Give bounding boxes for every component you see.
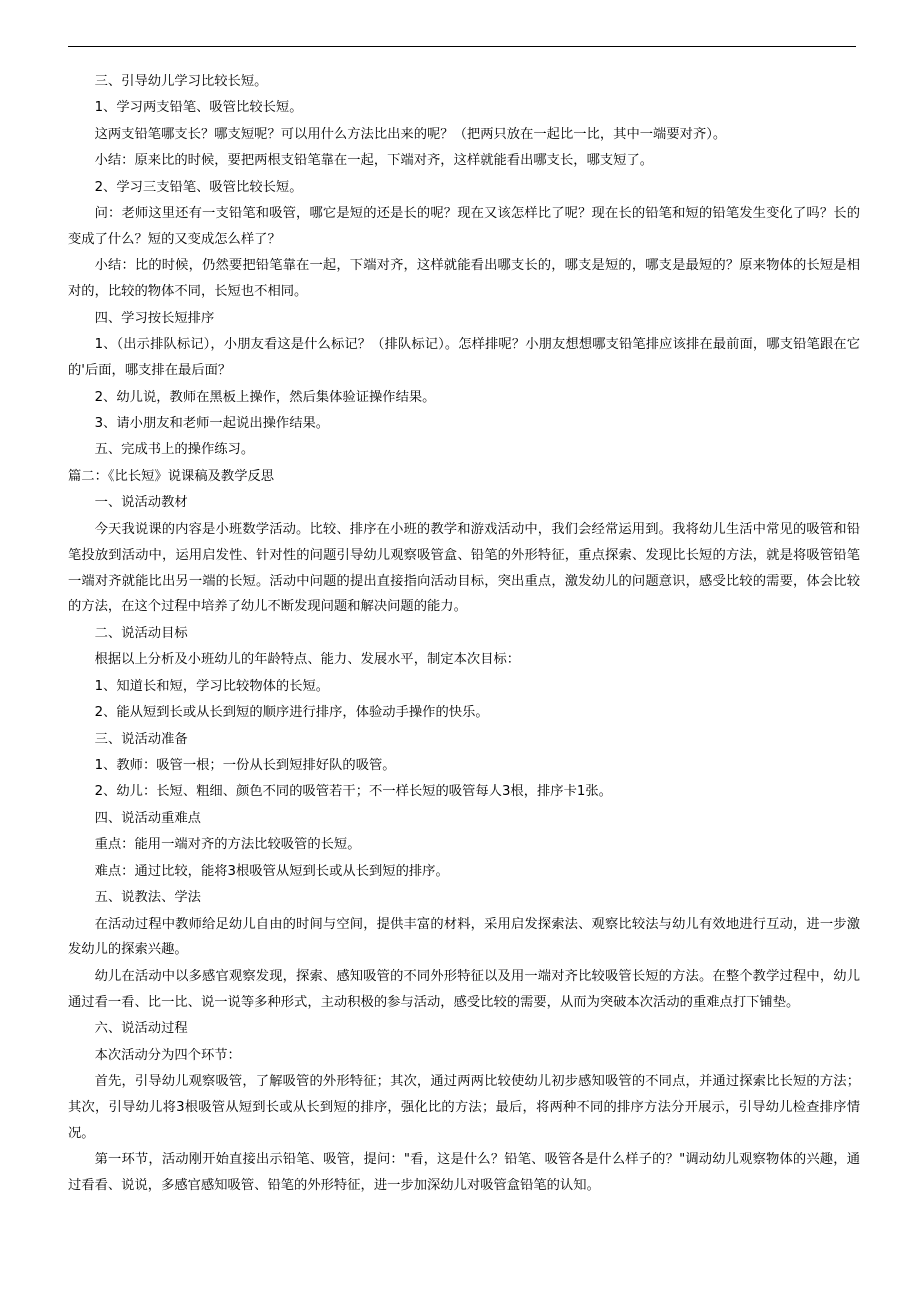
paragraph: 五、完成书上的操作练习。 [94,442,255,458]
header-divider [68,46,856,47]
paragraph: 2、学习三支铅笔、吸管比较长短。 [94,179,303,195]
paragraph: 1、学习两支铅笔、吸管比较长短。 [94,100,303,116]
paragraph: 难点：通过比较，能将3根吸管从短到长或从长到短的排序。 [94,863,449,879]
paragraph: 问：老师这里还有一支铅笔和吸管，哪它是短的还是长的呢？现在又该怎样比了呢？现在长的铅笔和短的铅笔发生变化了吗？长的变成了什么？短的又变成怎么样了？ [68,206,860,248]
paragraph: 二、说活动目标 [94,625,188,641]
paragraph: 六、说活动过程 [94,1021,188,1037]
paragraph: 在活动过程中教师给足幼儿自由的时间与空间，提供丰富的材料，采用启发探索法、观察比较法与幼儿有效地进行互动，进一步激发幼儿的探索兴趣。 [68,916,860,958]
paragraph: 根据以上分析及小班幼儿的年龄特点、能力、发展水平，制定本次目标： [94,652,521,668]
paragraph: 四、说活动重难点 [94,810,201,826]
paragraph: 三、引导幼儿学习比较长短。 [94,74,268,89]
paragraph: 首先，引导幼儿观察吸管，了解吸管的外形特征；其次，通过两两比较使幼儿初步感知吸管的不同点，并通过探索比长短的方法；其次，引导幼儿将3根吸管从短到长或从长到短的排序，强化比的方法；最后，将两种不同的排序方法分开展示，引导幼儿检查排序情况。 [68,1074,860,1141]
document-body [68,69,860,1199]
paragraph: 1、知道长和短，学习比较物体的长短。 [94,678,330,694]
paragraph: 五、说教法、学法 [94,890,201,906]
paragraph: 重点：能用一端对齐的方法比较吸管的长短。 [94,837,361,853]
paragraph: 幼儿在活动中以多感官观察发现，探索、感知吸管的不同外形特征以及用一端对齐比较吸管长短的方法。在整个教学过程中，幼儿通过看一看、比一比、说一说等多种形式，主动积极的参与活动，感受比较的需要，从而为突破本次活动的重难点打下铺垫。 [68,968,860,1010]
paragraph: 1、教师：吸管一根；一份从长到短排好队的吸管。 [94,757,396,773]
paragraph: 一、说活动教材 [94,495,188,511]
paragraph: 小结：原来比的时候，要把两根支铅笔靠在一起，下端对齐，这样就能看出哪支长，哪支短了。 [94,153,654,169]
paragraph: 2、幼儿：长短、粗细、颜色不同的吸管若干；不一样长短的吸管每人3根，排序卡1张。 [94,784,612,800]
paragraph: 今天我说课的内容是小班数学活动。比较、排序在小班的教学和游戏活动中，我们会经常运用到。我将幼儿生活中常见的吸管和铅笔投放到活动中，运用启发性、针对性的问题引导幼儿观察吸管盒、铅笔的外形特征，重点探索、发现比长短的方法，就是将吸管铅笔一端对齐就能比出另一端的长短。活动中问题的提出直接指向活动目标，突出重点，激发幼儿的问题意识，感受比较的需要，体会比较的方法，在这个过程中培养了幼儿不断发现问题和解决问题的能力。 [68,521,860,615]
paragraph: 四、学习按长短排序 [94,310,215,326]
paragraph: 三、说活动准备 [94,731,188,747]
paragraph: 本次活动分为四个环节： [94,1047,241,1063]
paragraph: 2、能从短到长或从长到短的顺序进行排序，体验动手操作的快乐。 [94,705,489,721]
paragraph: 3、请小朋友和老师一起说出操作结果。 [94,415,330,431]
paragraph: 1、（出示排队标记），小朋友看这是什么标记？（排队标记）。怎样排呢？小朋友想想哪支铅笔排应该排在最前面，哪支铅笔跟在它的'后面，哪支排在最后面？ [68,337,860,379]
section-heading: 篇二：《比长短》说课稿及教学反思 [68,468,275,484]
paragraph: 第一环节，活动刚开始直接出示铅笔、吸管，提问："看，这是什么？铅笔、吸管各是什么样子的？"调动幼儿观察物体的兴趣，通过看看、说说，多感官感知吸管、铅笔的外形特征，进一步加深幼儿对吸管盒铅笔的认知。 [68,1152,860,1194]
paragraph: 这两支铅笔哪支长？哪支短呢？可以用什么方法比出来的呢？（把两只放在一起比一比，其中一端要对齐）。 [94,126,727,142]
paragraph: 小结：比的时候，仍然要把铅笔靠在一起，下端对齐，这样就能看出哪支长的，哪支是短的，哪支是最短的？原来物体的长短是相对的，比较的物体不同，长短也不相同。 [68,258,860,300]
paragraph: 2、幼儿说，教师在黑板上操作，然后集体验证操作结果。 [94,389,436,405]
